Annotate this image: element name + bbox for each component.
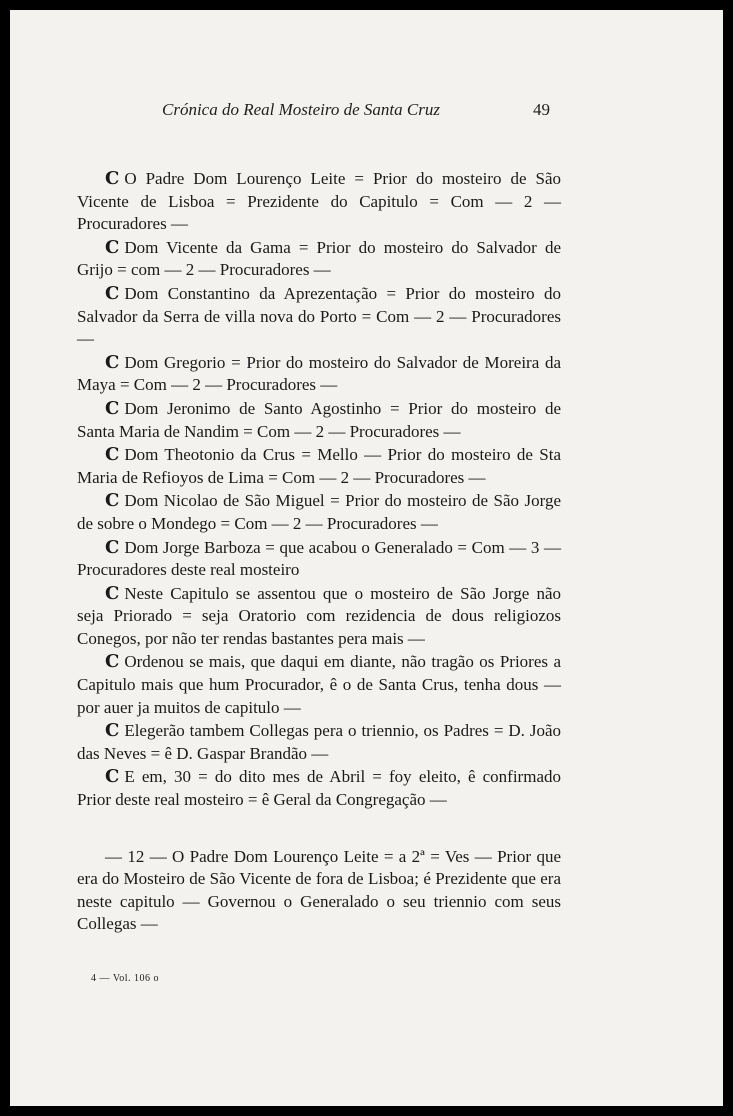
paragraph [77,489,561,535]
paragraph [77,443,561,489]
paragraph [77,282,561,351]
paragraph-text: Neste Capitulo se assentou que o mosteiro de São Jorge não seja Priorado = seja Oratorio com rezidencia de dous religiozos Conegos, por não ter rendas bastantes pera mais — [77,583,561,648]
page-number: 49 [533,100,550,119]
paragraph-text: Dom Jorge Barboza = que acabou o Generalado = Com — 3 — Procuradores deste real mosteiro [77,537,561,580]
paragraph [77,351,561,397]
paragraph [77,397,561,443]
paragraph [77,719,561,765]
paragraph-text: Ordenou se mais, que daqui em diante, não tragão os Priores a Capitulo mais que hum Procurador, ê o de Santa Crus, tenha dous — por auer ja muitos de capitulo — [77,652,561,717]
paragraph [77,650,561,719]
paragraph-text: O Padre Dom Lourenço Leite = Prior do mosteiro de São Vicente de Lisboa = Prezidente do Capitulo = Com — 2 — Procuradores — [77,169,561,234]
paragraph-mark-icon: Ⅽ [105,490,120,511]
paragraph-text: Dom Vicente da Gama = Prior do mosteiro do Salvador de Grijo = com — 2 — Procuradores — [77,237,561,280]
paragraph [77,167,561,236]
paragraph-mark-icon: Ⅽ [105,236,120,257]
paragraph-mark-icon: Ⅽ [105,168,120,188]
paragraph-text: E em, 30 = do dito mes de Abril = foy eleito, ê confirmado Prior deste real mosteiro = ê Geral da Congregação — [77,767,561,810]
running-title: Crónica do Real Mosteiro de Santa Cruz [162,100,440,119]
paragraph-text: Dom Jeronimo de Santo Agostinho = Prior do mosteiro de Santa Maria de Nandim = Com — 2 — Procuradores — [77,398,561,441]
paragraph-mark-icon: Ⅽ [105,444,120,465]
paragraph-text: Dom Constantino da Aprezentação = Prior do mosteiro do Salvador da Serra de villa nova do Porto = Com — 2 — Procuradores — [77,283,561,349]
book-page [10,10,723,1106]
paragraph [77,236,561,282]
paragraph-mark-icon: Ⅽ [105,351,120,372]
paragraph-mark-icon: Ⅽ [105,282,120,303]
paragraph-mark-icon: Ⅽ [105,720,120,741]
closing-paragraph: — 12 — O Padre Dom Lourenço Leite = a 2ª = Ves — Prior que era do Mosteiro de São Vicente de fora de Lisboa; é Prezidente que era neste capitulo — Governou o Generalado o seu triennio com seus Collegas — [77,846,561,934]
signature-mark: 4 — Vol. 106 o [91,973,160,984]
body-text [77,167,561,936]
paragraph-mark-icon: Ⅽ [105,582,120,603]
paragraph [77,582,561,651]
paragraph-text: Dom Nicolao de São Miguel = Prior do mosteiro de São Jorge de sobre o Mondego = Com — 2 — Procuradores — [77,491,561,533]
paragraph [77,536,561,582]
paragraph-mark-icon: Ⅽ [105,536,120,557]
paragraph-text: Dom Gregorio = Prior do mosteiro do Salvador de Moreira da Maya = Com — 2 — Procuradores — [77,352,561,395]
paragraph-mark-icon: Ⅽ [105,397,120,418]
section-gap [77,812,561,846]
paragraph-mark-icon: Ⅽ [105,766,120,787]
paragraph [77,765,561,811]
paragraph-mark-icon: Ⅽ [105,651,120,672]
paragraph-text: Dom Theotonio da Crus = Mello — Prior do mosteiro de Sta Maria de Refioyos de Lima = Com — 2 — Procuradores — [77,445,561,487]
paragraph-text: Elegerão tambem Collegas pera o triennio, os Padres = D. João das Neves = ê D. Gaspar Brandão — [77,721,561,763]
